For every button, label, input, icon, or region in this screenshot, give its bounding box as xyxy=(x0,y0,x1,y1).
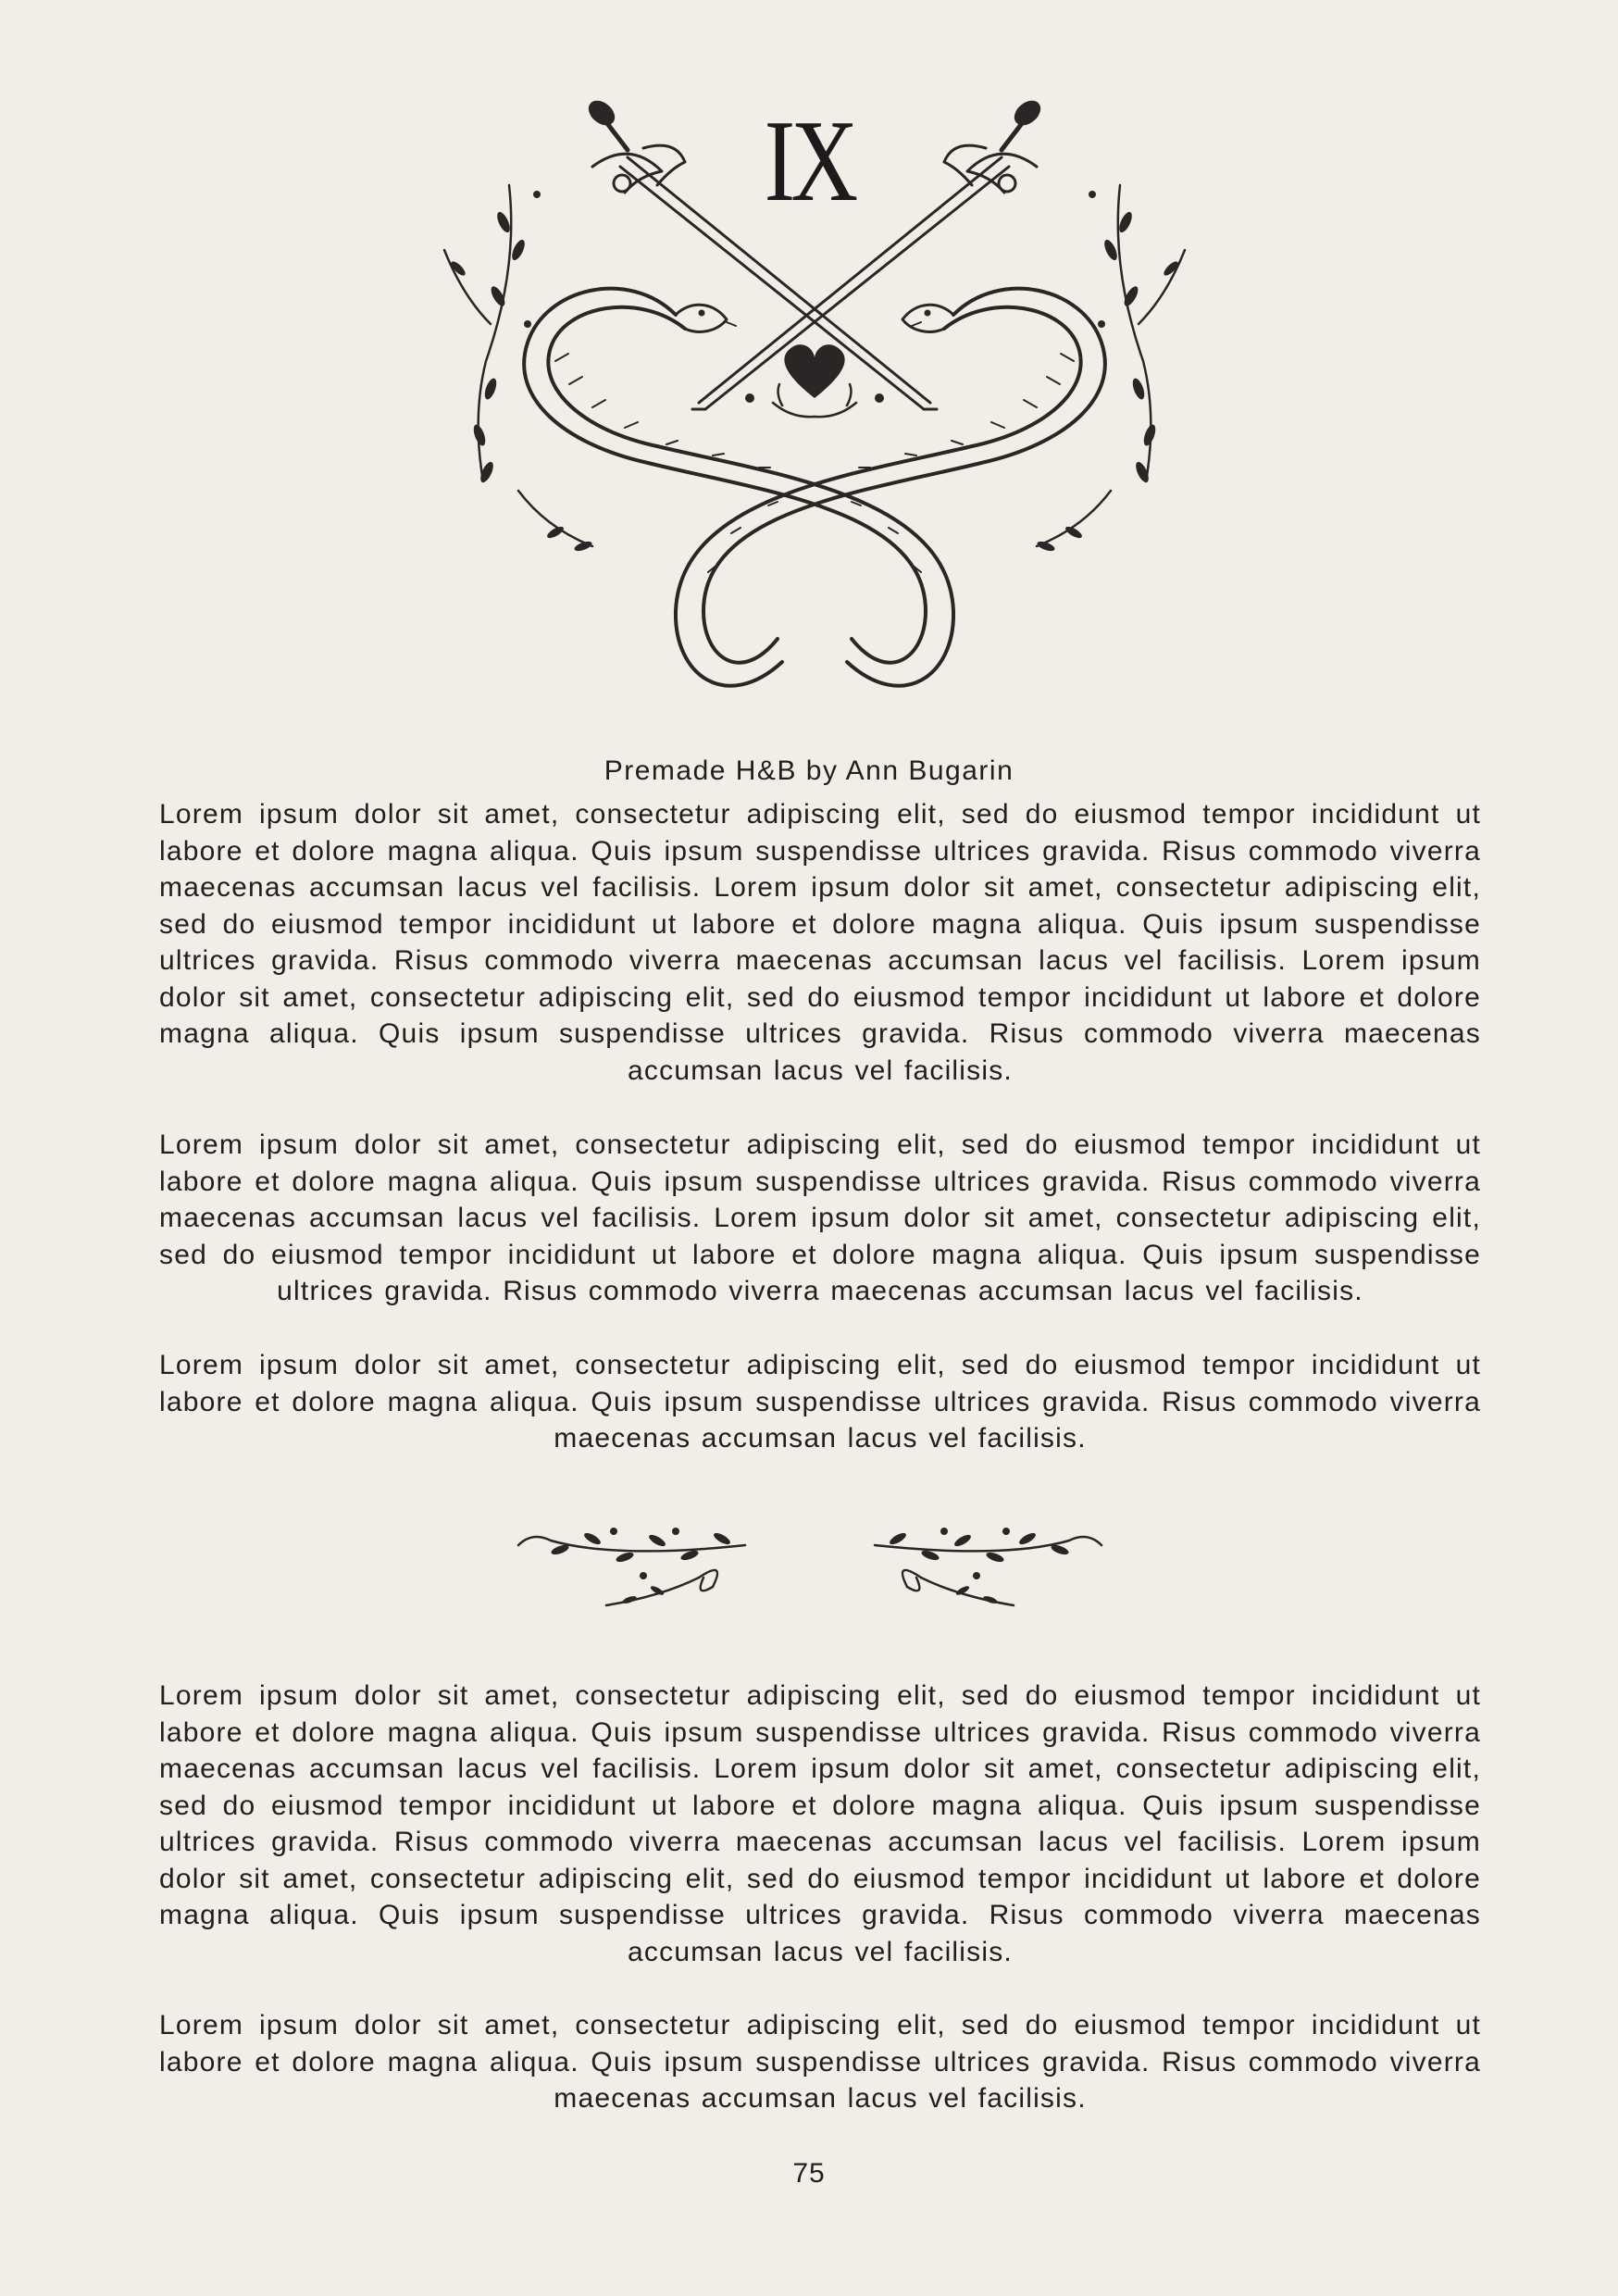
paragraph: Lorem ipsum dolor sit amet, consectetur adipiscing elit, sed do eiusmod tempor incididunt ut labore et dolore magna aliqua. Quis ipsum suspendisse ultrices gravida. Risus commodo viverra maecenas accumsan lacus vel facilisis. Lorem ipsum dolor sit amet, consectetur adipiscing elit, sed do eiusmod tempor incididunt ut labore et dolore magna aliqua. Quis ipsum suspendisse ultrices gravida. Risus commodo viverra maecenas accumsan lacus vel facilisis. Lorem ipsum dolor sit amet, consectetur adipiscing elit, sed do eiusmod tempor incididunt ut labore et dolore magna aliqua. Quis ipsum suspendisse ultrices gravida. Risus commodo viverra maecenas accumsan lacus vel facilisis. xyxy=(159,1680,1481,1967)
paragraph: Lorem ipsum dolor sit amet, consectetur adipiscing elit, sed do eiusmod tempor incididunt ut labore et dolore magna aliqua. Quis ipsum suspendisse ultrices gravida. Risus commodo viverra maecenas accumsan lacus vel facilisis. Lorem ipsum dolor sit amet, consectetur adipiscing elit, sed do eiusmod tempor incididunt ut labore et dolore magna aliqua. Quis ipsum suspendisse ultrices gravida. Risus commodo viverra maecenas accumsan lacus vel facilisis. xyxy=(159,1129,1481,1306)
paragraph: Lorem ipsum dolor sit amet, consectetur adipiscing elit, sed do eiusmod tempor incididunt ut labore et dolore magna aliqua. Quis ipsum suspendisse ultrices gravida. Risus commodo viverra maecenas accumsan lacus vel facilisis. xyxy=(159,2010,1481,2114)
page-number: 75 xyxy=(792,2158,826,2189)
serpents-icon xyxy=(524,289,1105,686)
paragraph: Lorem ipsum dolor sit amet, consectetur adipiscing elit, sed do eiusmod tempor incididunt ut labore et dolore magna aliqua. Quis ipsum suspendisse ultrices gravida. Risus commodo viverra maecenas accumsan lacus vel facilisis. xyxy=(159,1350,1481,1454)
laurel-branches-divider-icon xyxy=(504,1504,1115,1624)
credit-line: Premade H&B by Ann Bugarin xyxy=(604,755,1014,786)
paragraph: Lorem ipsum dolor sit amet, consectetur adipiscing elit, sed do eiusmod tempor incididunt ut labore et dolore magna aliqua. Quis ipsum suspendisse ultrices gravida. Risus commodo viverra maecenas accumsan lacus vel facilisis. Lorem ipsum dolor sit amet, consectetur adipiscing elit, sed do eiusmod tempor incididunt ut labore et dolore magna aliqua. Quis ipsum suspendisse ultrices gravida. Risus commodo viverra maecenas accumsan lacus vel facilisis. Lorem ipsum dolor sit amet, consectetur adipiscing elit, sed do eiusmod tempor incididunt ut labore et dolore magna aliqua. Quis ipsum suspendisse ultrices gravida. Risus commodo viverra maecenas accumsan lacus vel facilisis. xyxy=(159,799,1481,1086)
chapter-number: IX xyxy=(764,97,854,226)
heart-icon xyxy=(745,344,884,417)
